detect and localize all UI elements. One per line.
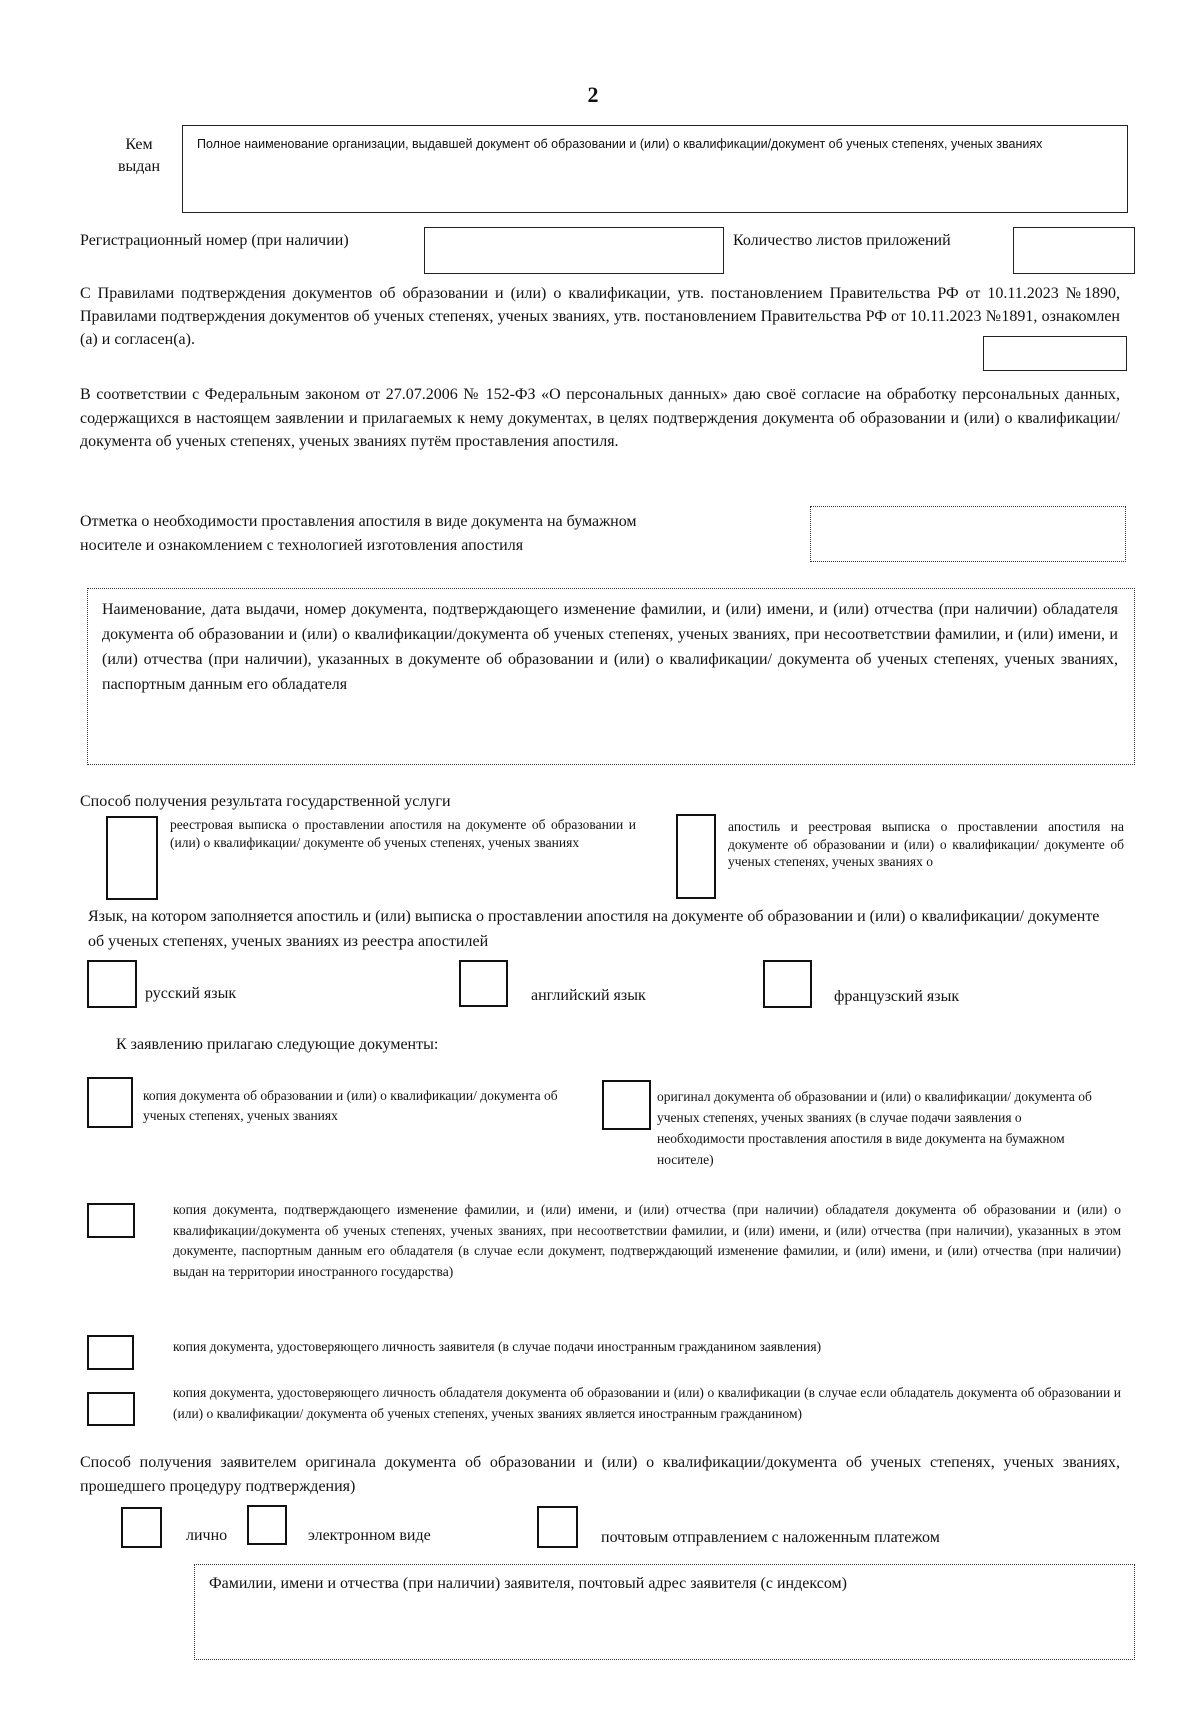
issued-by-label: Кем выдан (117, 136, 161, 175)
attach-applicant-id-checkbox[interactable] (87, 1335, 134, 1370)
attach-holder-id-label: копия документа, удостоверяющего личность обладателя документа об образовании и (или) о квалификации (в случае если обладатель документа об образовании и (или) о квалификации/ документа об ученых степенях, ученых званиях является иностранным гражданином) (173, 1385, 1121, 1421)
name-change-doc-text: Наименование, дата выдачи, номер документа, подтверждающего изменение фамилии, и (или) имени, и (или) отчества (при наличии) обладателя документа об образовании и (или) о квалификации/документа об ученых степенях, ученых званиях, при несоответствии фамилии, и (или) имени, и (или) отчества (при наличии), указанных в документе об образовании и (или) о квалификации/ документа об ученых степенях, ученых званиях, паспортным данным его обладателя (102, 601, 1118, 693)
attach-name-change-copy-label: копия документа, подтверждающего изменение фамилии, и (или) имени, и (или) отчества (при наличии) обладателя документа об образовании и (или) о квалификации/документа об ученых степенях, ученых званиях, при несоответствии фамилии, и (или) имени, и (или) отчества (при наличии), указанных в этом документе, паспортным данным его обладателя (в случае если документ, подтверждающий изменение фамилии, и (или) имени, и (или) отчества (при наличии) выдан на территории иностранного государства) (173, 1202, 1121, 1279)
attach-holder-id-checkbox[interactable] (87, 1392, 135, 1426)
rules-agreement-text: С Правилами подтверждения документов об образовании и (или) о квалификации, утв. постановлением Правительства РФ от 10.11.2023 №1890, Правилами подтверждения документов об ученых степенях, ученых званиях, утв. постановлением Правительства РФ от 10.11.2023 №1891, ознакомлен (а) и согласен(а). (80, 285, 1120, 348)
appendix-sheets-field[interactable] (1013, 227, 1135, 274)
language-english-checkbox[interactable] (459, 960, 508, 1007)
return-electronic-label: электронном виде (308, 1527, 431, 1544)
language-russian-checkbox[interactable] (87, 960, 137, 1008)
rules-agreement-checkbox[interactable] (983, 336, 1127, 371)
attach-original-doc-checkbox[interactable] (602, 1080, 651, 1130)
attachments-title: К заявлению прилагаю следующие документы: (116, 1036, 439, 1053)
attach-copy-doc-label: копия документа об образовании и (или) о квалификации/ документа об ученых степенях, ученых званиях (143, 1088, 558, 1123)
page-number: 2 (587, 82, 599, 107)
registration-number-field[interactable] (424, 227, 724, 274)
attach-copy-doc-checkbox[interactable] (87, 1077, 133, 1128)
language-english-label: английский язык (531, 987, 646, 1004)
return-in-person-label: лично (186, 1527, 228, 1544)
applicant-address-field[interactable] (194, 1564, 1135, 1660)
attach-name-change-copy-checkbox[interactable] (87, 1203, 135, 1238)
return-electronic-checkbox[interactable] (247, 1505, 287, 1545)
attach-applicant-id-label: копия документа, удостоверяющего личность заявителя (в случае подачи иностранным гражданином заявления) (173, 1339, 822, 1354)
language-russian-label: русский язык (145, 985, 237, 1002)
result-option-1-label: реестровая выписка о проставлении апостиля на документе об образовании и (или) о квалификации/ документе об ученых степенях, ученых званиях (170, 817, 636, 850)
return-in-person-checkbox[interactable] (121, 1507, 162, 1548)
return-method-title: Способ получения заявителем оригинала документа об образовании и (или) о квалификации/документа об ученых степенях, ученых званиях, прошедшего процедуру подтверждения) (80, 1454, 1120, 1495)
language-title: Язык, на котором заполняется апостиль и (или) выписка о проставлении апостиля на документе об образовании и (или) о квалификации/ документе об ученых степенях, ученых званиях из реестра апостилей (88, 908, 1100, 950)
language-french-label: французский язык (834, 988, 960, 1005)
return-postal-label: почтовым отправлением с наложенным платежом (601, 1529, 940, 1546)
result-option-2-checkbox[interactable] (676, 814, 716, 899)
personal-data-consent-text: В соответствии с Федеральным законом от 27.07.2006 № 152-ФЗ «О персональных данных» даю своё согласие на обработку персональных данных, содержащихся в настоящем заявлении и прилагаемых к нему документах, в целях подтверждения документа об образовании и (или) о квалификации/документа об ученых степенях, ученых званиях путём проставления апостиля. (80, 386, 1120, 450)
paper-apostille-label: Отметка о необходимости проставления апостиля в виде документа на бумажном носителе и ознакомлением с технологией изготовления апостиля (80, 513, 637, 554)
result-option-2-label: апостиль и реестровая выписка о проставлении апостиля на документе об образовании и (или) о квалификации/ документе об ученых степенях, ученых званиях о (728, 819, 1124, 869)
name-change-doc-field[interactable] (87, 588, 1135, 765)
issued-by-placeholder: Полное наименование организации, выдавшей документ об образовании и (или) о квалификации/документ об ученых степенях, ученых званиях (197, 137, 1043, 151)
appendix-sheets-label: Количество листов приложений (733, 232, 951, 249)
applicant-address-label: Фамилии, имени и отчества (при наличии) заявителя, почтовый адрес заявителя (с индексом) (209, 1575, 847, 1592)
paper-apostille-field[interactable] (810, 506, 1126, 562)
registration-number-label: Регистрационный номер (при наличии) (80, 232, 349, 249)
return-postal-checkbox[interactable] (537, 1506, 578, 1548)
attach-original-doc-label: оригинал документа об образовании и (или) о квалификации/ документа об ученых степенях, ученых званиях (в случае подачи заявления о необходимости проставления апостиля в виде документа на бумажном носителе) (657, 1089, 1092, 1167)
result-option-1-checkbox[interactable] (106, 816, 158, 900)
issued-by-field[interactable] (182, 125, 1128, 213)
result-method-title: Способ получения результата государственной услуги (80, 793, 451, 810)
language-french-checkbox[interactable] (763, 960, 812, 1008)
